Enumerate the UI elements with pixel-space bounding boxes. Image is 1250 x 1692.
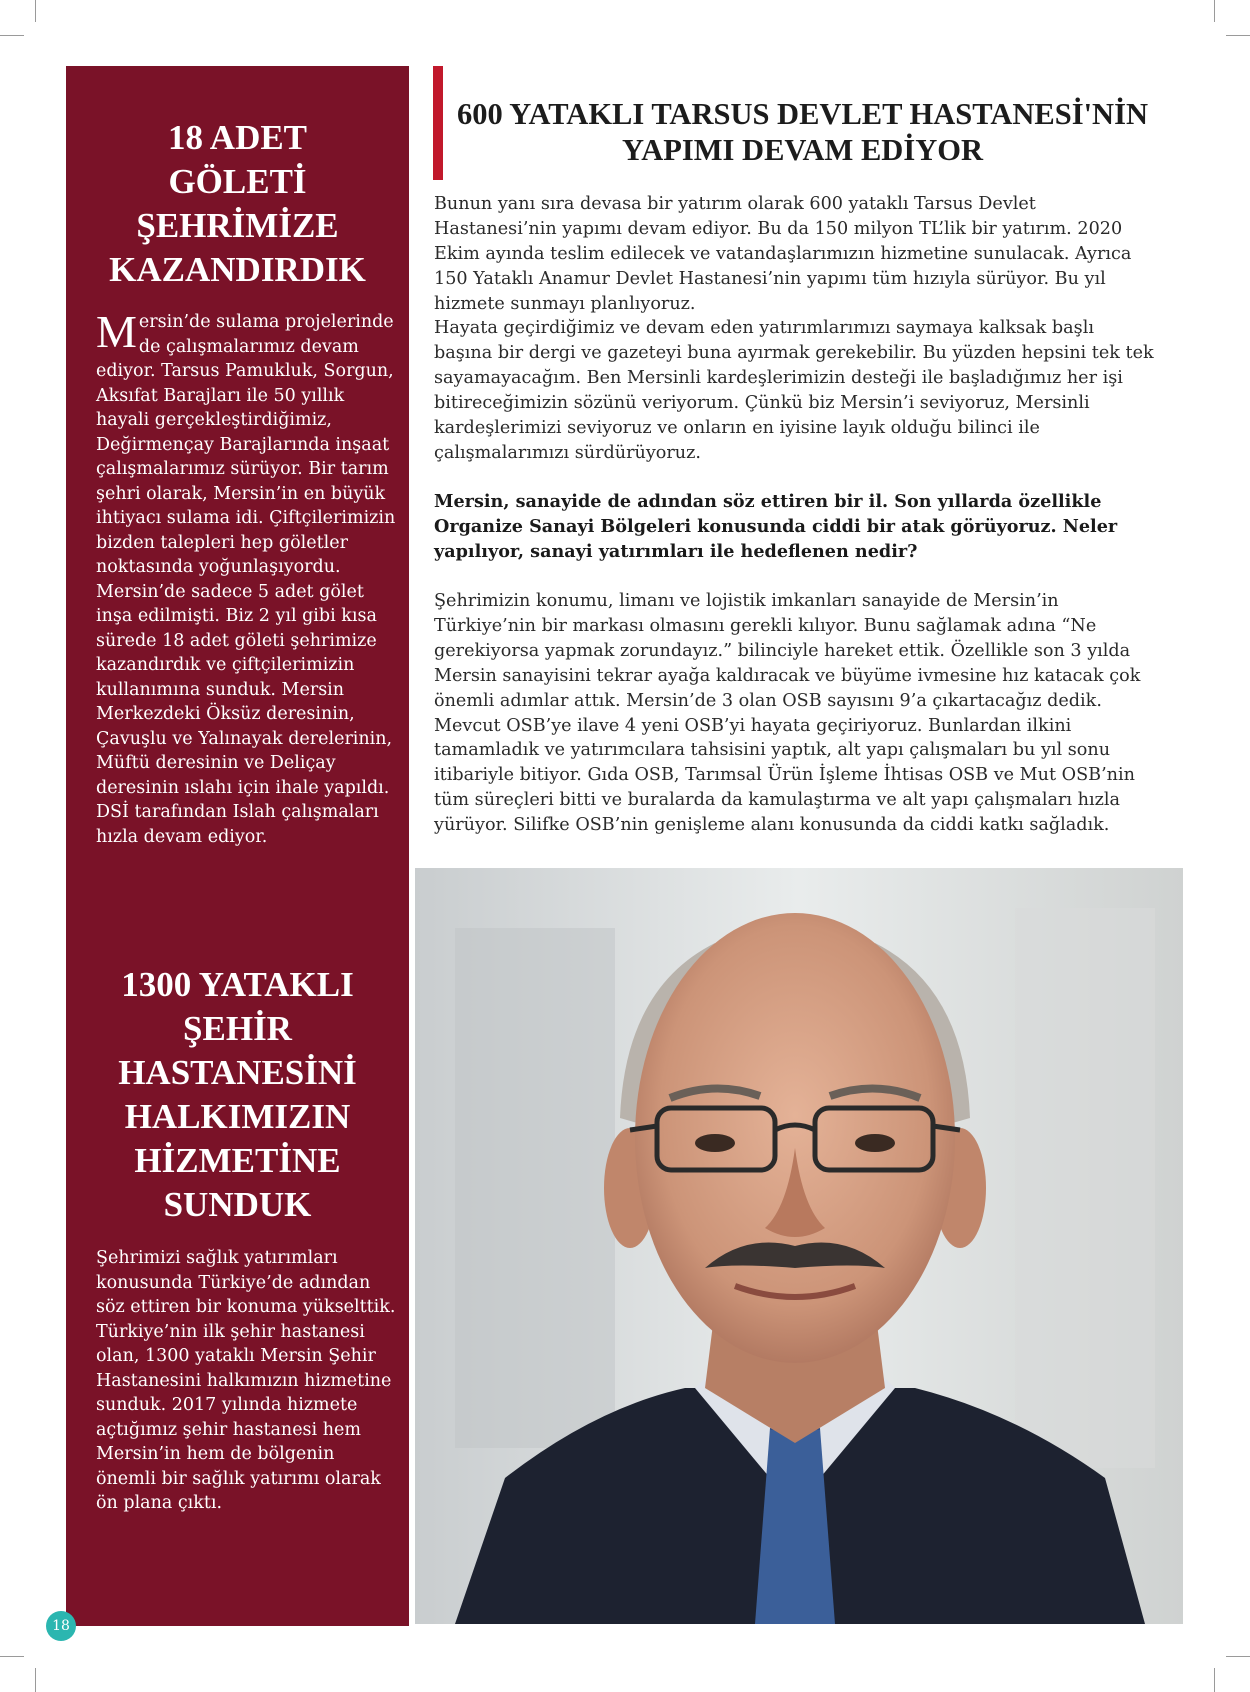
sidebar-panel [66,66,409,1626]
paragraph-text: ersin’de sulama projelerinde de çalışmalarımız devam ediyor. Tarsus Pamukluk, Sorgun, Aksıfat Barajları ile 50 yıllık hayali gerçekleştirdiğimiz, Değirmençay Barajlarında inşaat çalışmalarımız sürüyor. Bir tarım şehri olarak, Mersin’in en büyük ihtiyacı sulama idi. Çiftçilerimizin bizden talepleri hep göletler noktasında yoğunlaşıyordu. Mersin’de sadece 5 adet gölet inşa edilmişti. Biz 2 yıl gibi kısa sürede 18 adet göleti şehrimize kazandırdık ve çiftçilerimizin kullanımına sunduk. Mersin Merkezdeki Öksüz deresinin, Çavuşlu ve Yalınayak derelerinin, Müftü deresinin ve Deliçay deresinin ıslahı için ihale yapıldı. DSİ tarafından Islah çalışmaları hızla devam ediyor. [96,312,396,847]
heading-line: HASTANESİNİ [118,1053,357,1092]
crop-mark [0,35,24,36]
heading-line: HİZMETİNE [134,1141,341,1180]
crop-mark [0,1656,24,1657]
sidebar-heading-hospital [66,963,409,1227]
crop-mark [1214,1668,1215,1692]
crop-mark [35,0,36,22]
heading-line: SUNDUK [163,1185,312,1224]
crop-mark [1226,35,1250,36]
crop-mark [1214,0,1215,22]
crop-mark [35,1668,36,1692]
page-number-badge: 18 [46,1611,76,1641]
crop-mark [1226,1656,1250,1657]
portrait-illustration [415,868,1183,1624]
heading-line: 1300 YATAKLI [121,965,354,1004]
heading-line: ŞEHİR [183,1009,292,1048]
main-paragraph-2: Hayata geçirdiğimiz ve devam eden yatırımlarımızı saymaya kalksak başlı başına bir dergi ve gazeteyi buna ayırmak gerekebilir. Bu yüzden hepsini tek tek sayamayacağım. Ben Mersinli kardeşlerimizin desteği ile başladığımız her işi bitireceğimizin sözünü veriyorum. Çünkü biz Mersin’i seviyoruz, Mersinli kardeşlerimizi seviyoruz ve onların en iyisine layık olduğu bilinci ile çalışmalarımızı sürdürüyoruz. [434,318,1154,463]
sidebar-paragraph-irrigation [96,306,396,849]
heading-line: HALKIMIZIN [124,1097,351,1136]
portrait-photo [415,868,1183,1624]
heading-line: 600 YATAKLI TARSUS DEVLET HASTANESİ'NİN [457,97,1148,131]
heading-line: 18 ADET [167,118,308,157]
heading-line: ŞEHRİMİZE [136,206,339,245]
drop-cap: M [96,306,137,357]
sidebar-heading-ponds [66,116,409,292]
interview-question: Mersin, sanayide de adından söz ettiren bir il. Son yıllarda özellikle Organize Sanayi Bölgeleri konusunda ciddi bir atak görüyoruz. Neler yapılıyor, sanayi yatırımları ile hedeflenen nedir? [434,491,1118,562]
main-heading [455,96,1150,168]
accent-bar [433,66,443,180]
heading-line: YAPIMI DEVAM EDİYOR [622,133,983,167]
heading-line: GÖLETİ [168,162,307,201]
main-paragraph-3: Şehrimizin konumu, limanı ve lojistik imkanları sanayide de Mersin’in Türkiye’nin bir markası olmasını gerekli kılıyor. Bunu sağlamak adına “Ne gerekiyorsa yapmak zorundayız.” bilinciyle hareket ettik. Özellikle son 3 yılda Mersin sanayisini tekrar ayağa kaldıracak ve büyüme ivmesine hız katacak çok önemli adımlar attık. Mersin’de 3 olan OSB sayısını 9’a çıkartacağız dedik. Mevcut OSB’ye ilave 4 yeni OSB’yi hayata geçiriyoruz. Bunlardan ilkini tamamladık ve yatırımcılara tahsisini yaptık, alt yapı çalışmaları bu yıl sonu itibariyle bitiyor. Gıda OSB, Tarımsal Ürün İşleme İhtisas OSB ve Mut OSB’nin tüm süreçleri bitti ve buralarda da kamulaştırma ve alt yapı çalışmaları hızla yürüyor. Silifke OSB’nin genişleme alanı konusunda da ciddi katkı sağladık. [434,591,1141,836]
main-paragraph-1: Bunun yanı sıra devasa bir yatırım olarak 600 yataklı Tarsus Devlet Hastanesi’nin yapımı devam ediyor. Bu da 150 milyon TL’lik bir yatırım. 2020 Ekim ayında teslim edilecek ve vatandaşlarımızın hizmetine sunulacak. Ayrıca 150 Yataklı Anamur Devlet Hastanesi’nin yapımı tüm hızıyla sürüyor. Bu yıl hizmete sunmayı planlıyoruz. [434,194,1132,314]
heading-line: KAZANDIRDIK [109,250,366,289]
sidebar-paragraph-hospital: Şehrimizi sağlık yatırımları konusunda Türkiye’de adından söz ettiren bir konuma yükselttik. Türkiye’nin ilk şehir hastanesi olan, 1300 yataklı Mersin Şehir Hastanesini halkımızın hizmetine sunduk. 2017 yılında hizmete açtığımız şehir hastanesi hem Mersin’in hem de bölgenin önemli bir sağlık yatırımı olarak ön plana çıktı. [96,1248,396,1513]
